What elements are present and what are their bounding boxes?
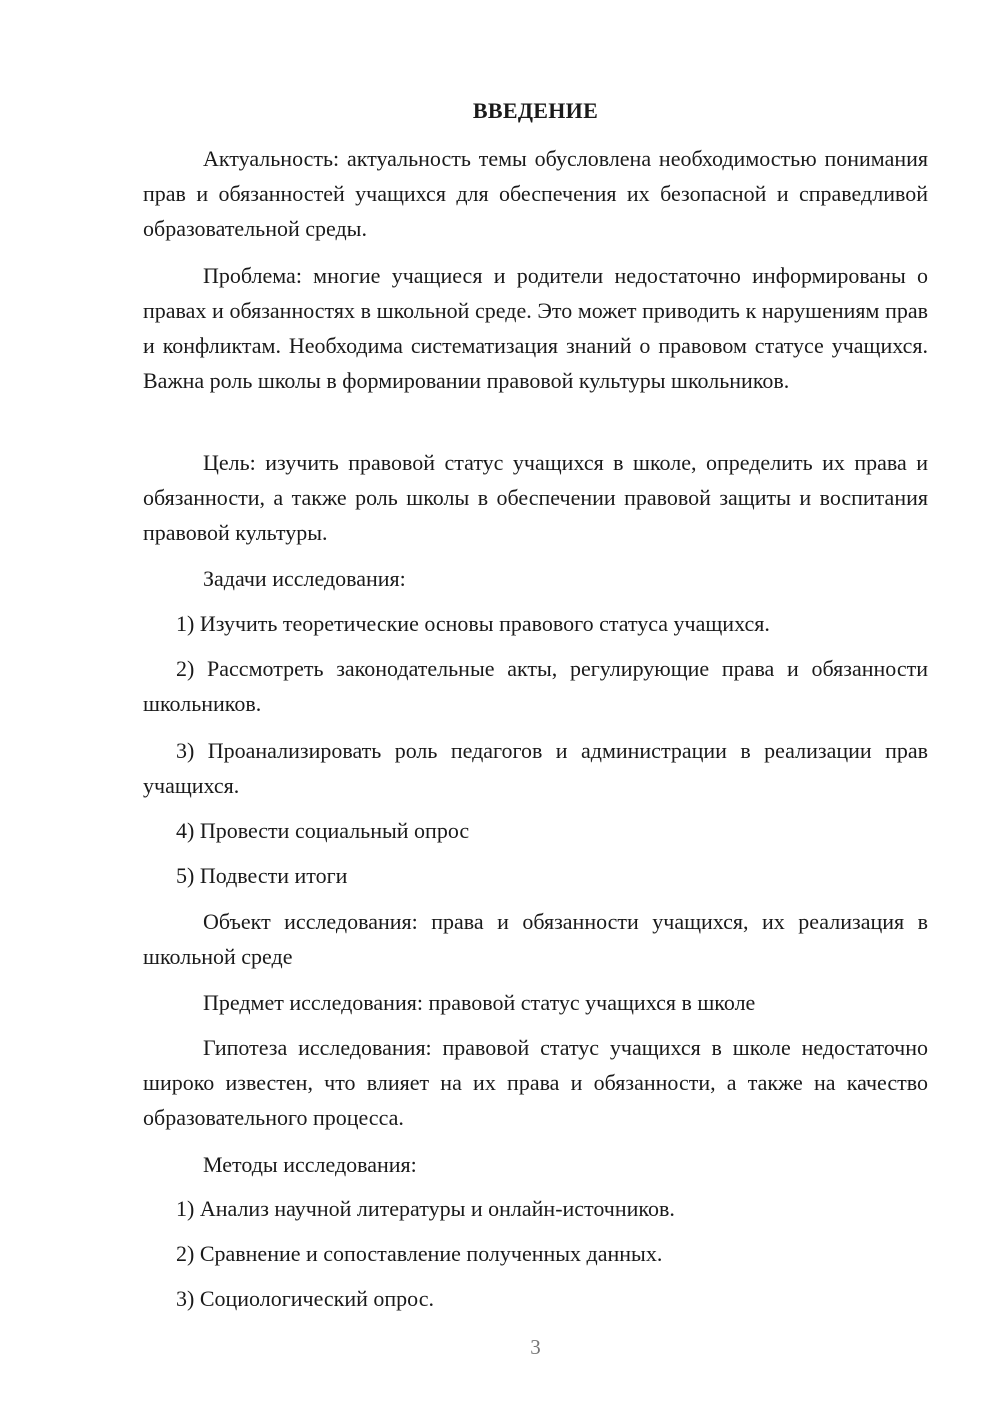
paragraph-subject: Предмет исследования: правовой статус учащихся в школе: [203, 990, 756, 1015]
paragraph-methods-heading: Методы исследования:: [203, 1152, 417, 1177]
list-item-task-5: 5) Подвести итоги: [176, 863, 348, 888]
list-item-task-4: 4) Провести социальный опрос: [176, 818, 470, 843]
list-item-method-2: 2) Сравнение и сопоставление полученных данных.: [176, 1241, 663, 1266]
list-item-task-2: 2) Рассмотреть законодательные акты, регулирующие права и обязанности школьников.: [143, 656, 928, 716]
paragraph-goal: Цель: изучить правовой статус учащихся в школе, определить их права и обязанности, а также роль школы в обеспечении правовой защиты и воспитания правовой культуры.: [143, 450, 928, 545]
paragraph-hypothesis: Гипотеза исследования: правовой статус учащихся в школе недостаточно широко известен, что влияет на их права и обязанности, а также на качество образовательного процесса.: [143, 1035, 928, 1130]
paragraph-problem: Проблема: многие учащиеся и родители недостаточно информированы о правах и обязанностях в школьной среде. Это может приводить к нарушениям прав и конфликтам. Необходима систематизация знаний о правовом статусе учащихся. Важна роль школы в формировании правовой культуры школьников.: [143, 263, 928, 393]
list-item-task-3: 3) Проанализировать роль педагогов и администрации в реализации прав учащихся.: [143, 738, 928, 798]
paragraph-relevance: Актуальность: актуальность темы обусловлена необходимостью понимания прав и обязанностей учащихся для обеспечения их безопасной и справедливой образовательной среды.: [143, 146, 928, 241]
document-page: [143, 0, 928, 1414]
paragraph-object: Объект исследования: права и обязанности учащихся, их реализация в школьной среде: [143, 909, 928, 969]
list-item-method-1: 1) Анализ научной литературы и онлайн-источников.: [176, 1196, 675, 1221]
paragraph-tasks-heading: Задачи исследования:: [203, 566, 406, 591]
list-item-method-3: 3) Социологический опрос.: [176, 1286, 434, 1311]
page-number: 3: [530, 1335, 541, 1359]
list-item-task-1: 1) Изучить теоретические основы правового статуса учащихся.: [176, 611, 770, 636]
section-title: ВВЕДЕНИЕ: [472, 98, 599, 123]
